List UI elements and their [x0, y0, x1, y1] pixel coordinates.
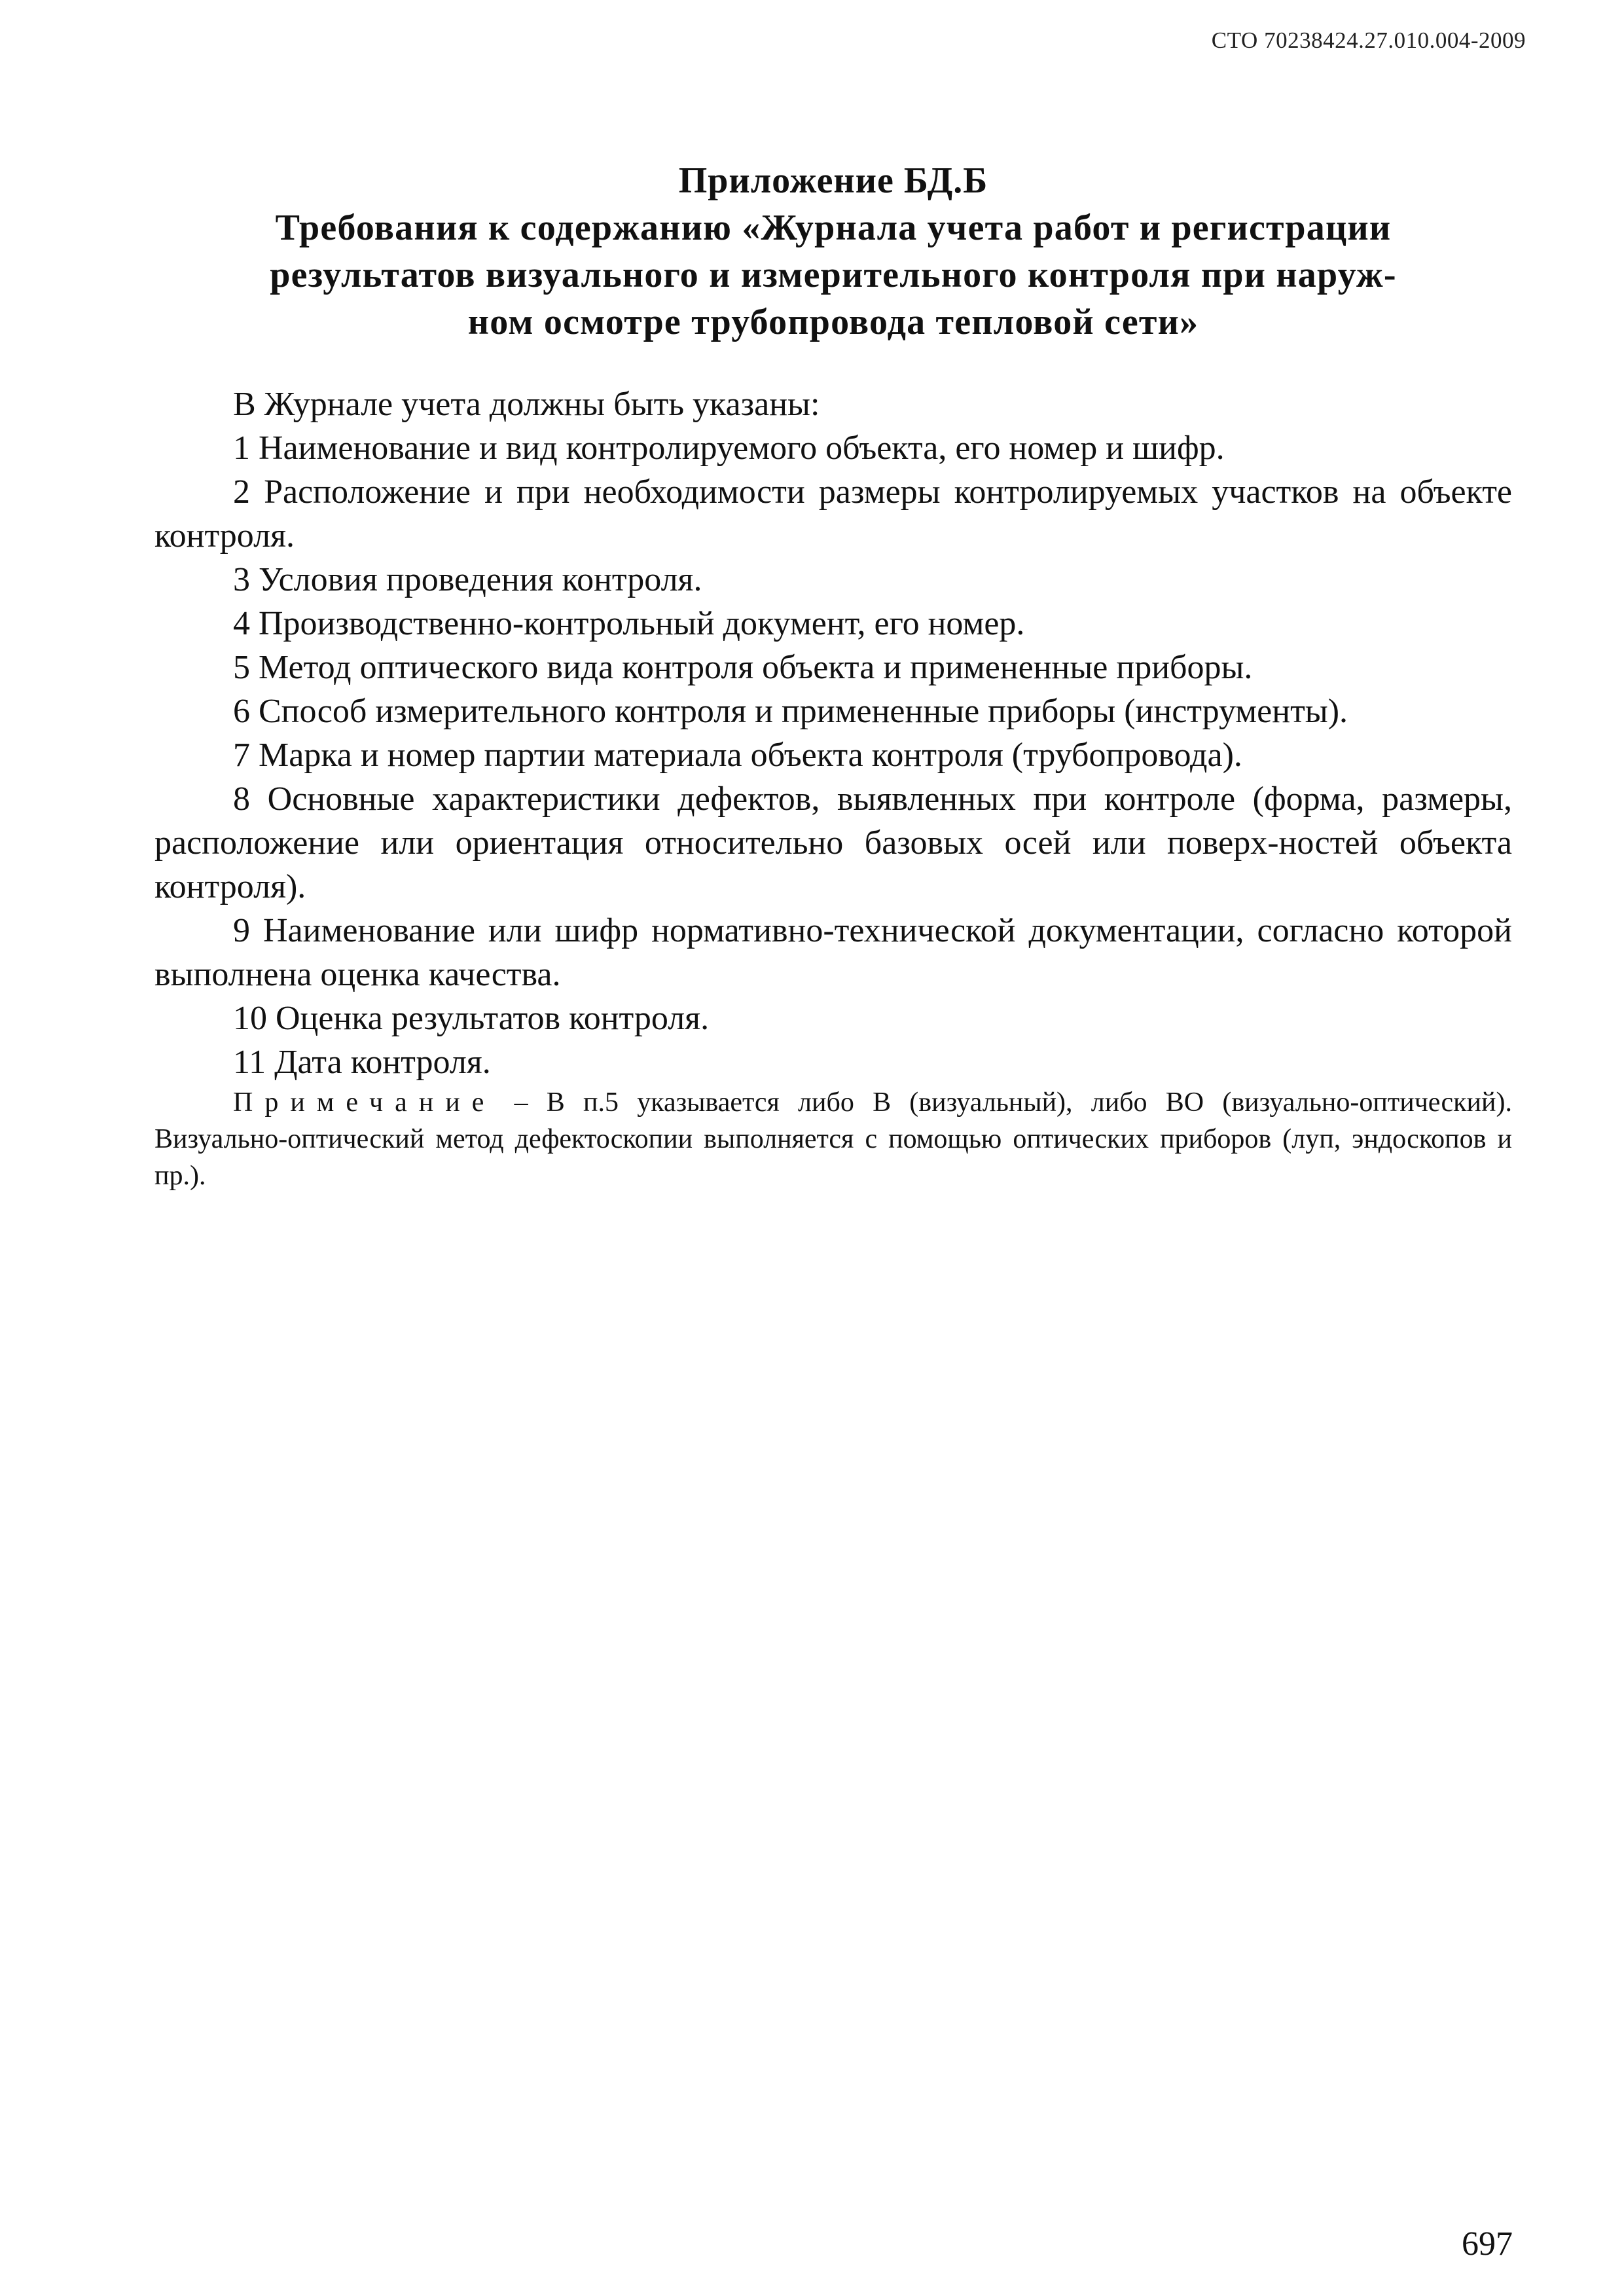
document-body: [154, 382, 1512, 1222]
list-item: 9 Наименование или шифр нормативно-технической документации, согласно которой выполнена оценка качества.: [154, 912, 1512, 993]
list-item: 7 Марка и номер партии материала объекта контроля (трубопровода).: [233, 737, 1242, 774]
list-item: 6 Способ измерительного контроля и примененные приборы (инструменты).: [233, 693, 1348, 730]
note-text: – В п.5 указывается либо В (визуальный), либо ВО (визуально-оптический). Визуально-оптический метод дефектоскопии выполняется с помощью оптических приборов (луп, эндоскопов и пр.).: [154, 1087, 1512, 1191]
list-item: 5 Метод оптического вида контроля объекта и примененные приборы.: [233, 649, 1253, 686]
note-label: Примечание: [233, 1087, 496, 1118]
intro-paragraph: В Журнале учета должны быть указаны:: [233, 386, 820, 423]
page-number: 697: [1462, 2225, 1513, 2263]
list-item: 10 Оценка результатов контроля.: [233, 1000, 710, 1037]
heading-title-line: ном осмотре трубопровода тепловой сети»: [467, 302, 1199, 342]
list-item: 8 Основные характеристики дефектов, выявленных при контроле (форма, размеры, расположение или ориентация относительно базовых осей или поверх-ностей объекта контроля).: [154, 780, 1512, 905]
list-item: 11 Дата контроля.: [233, 1044, 491, 1081]
list-item: 4 Производственно-контрольный документ, его номер.: [233, 605, 1025, 642]
list-item: 2 Расположение и при необходимости размеры контролируемых участков на объекте контроля.: [154, 473, 1512, 555]
note-paragraph: [154, 1084, 1512, 1194]
list-item: 1 Наименование и вид контролируемого объекта, его номер и шифр.: [233, 429, 1225, 467]
document-code: СТО 70238424.27.010.004-2009: [1211, 27, 1526, 53]
heading-title-line: Требования к содержанию «Журнала учета работ и регистрации: [275, 208, 1392, 248]
heading-title-line: результатов визуального и измерительного контроля при наруж-: [270, 255, 1397, 295]
list-item: 3 Условия проведения контроля.: [233, 561, 702, 598]
appendix-title: Приложение БД.Б: [678, 160, 988, 201]
appendix-heading: [154, 157, 1512, 346]
